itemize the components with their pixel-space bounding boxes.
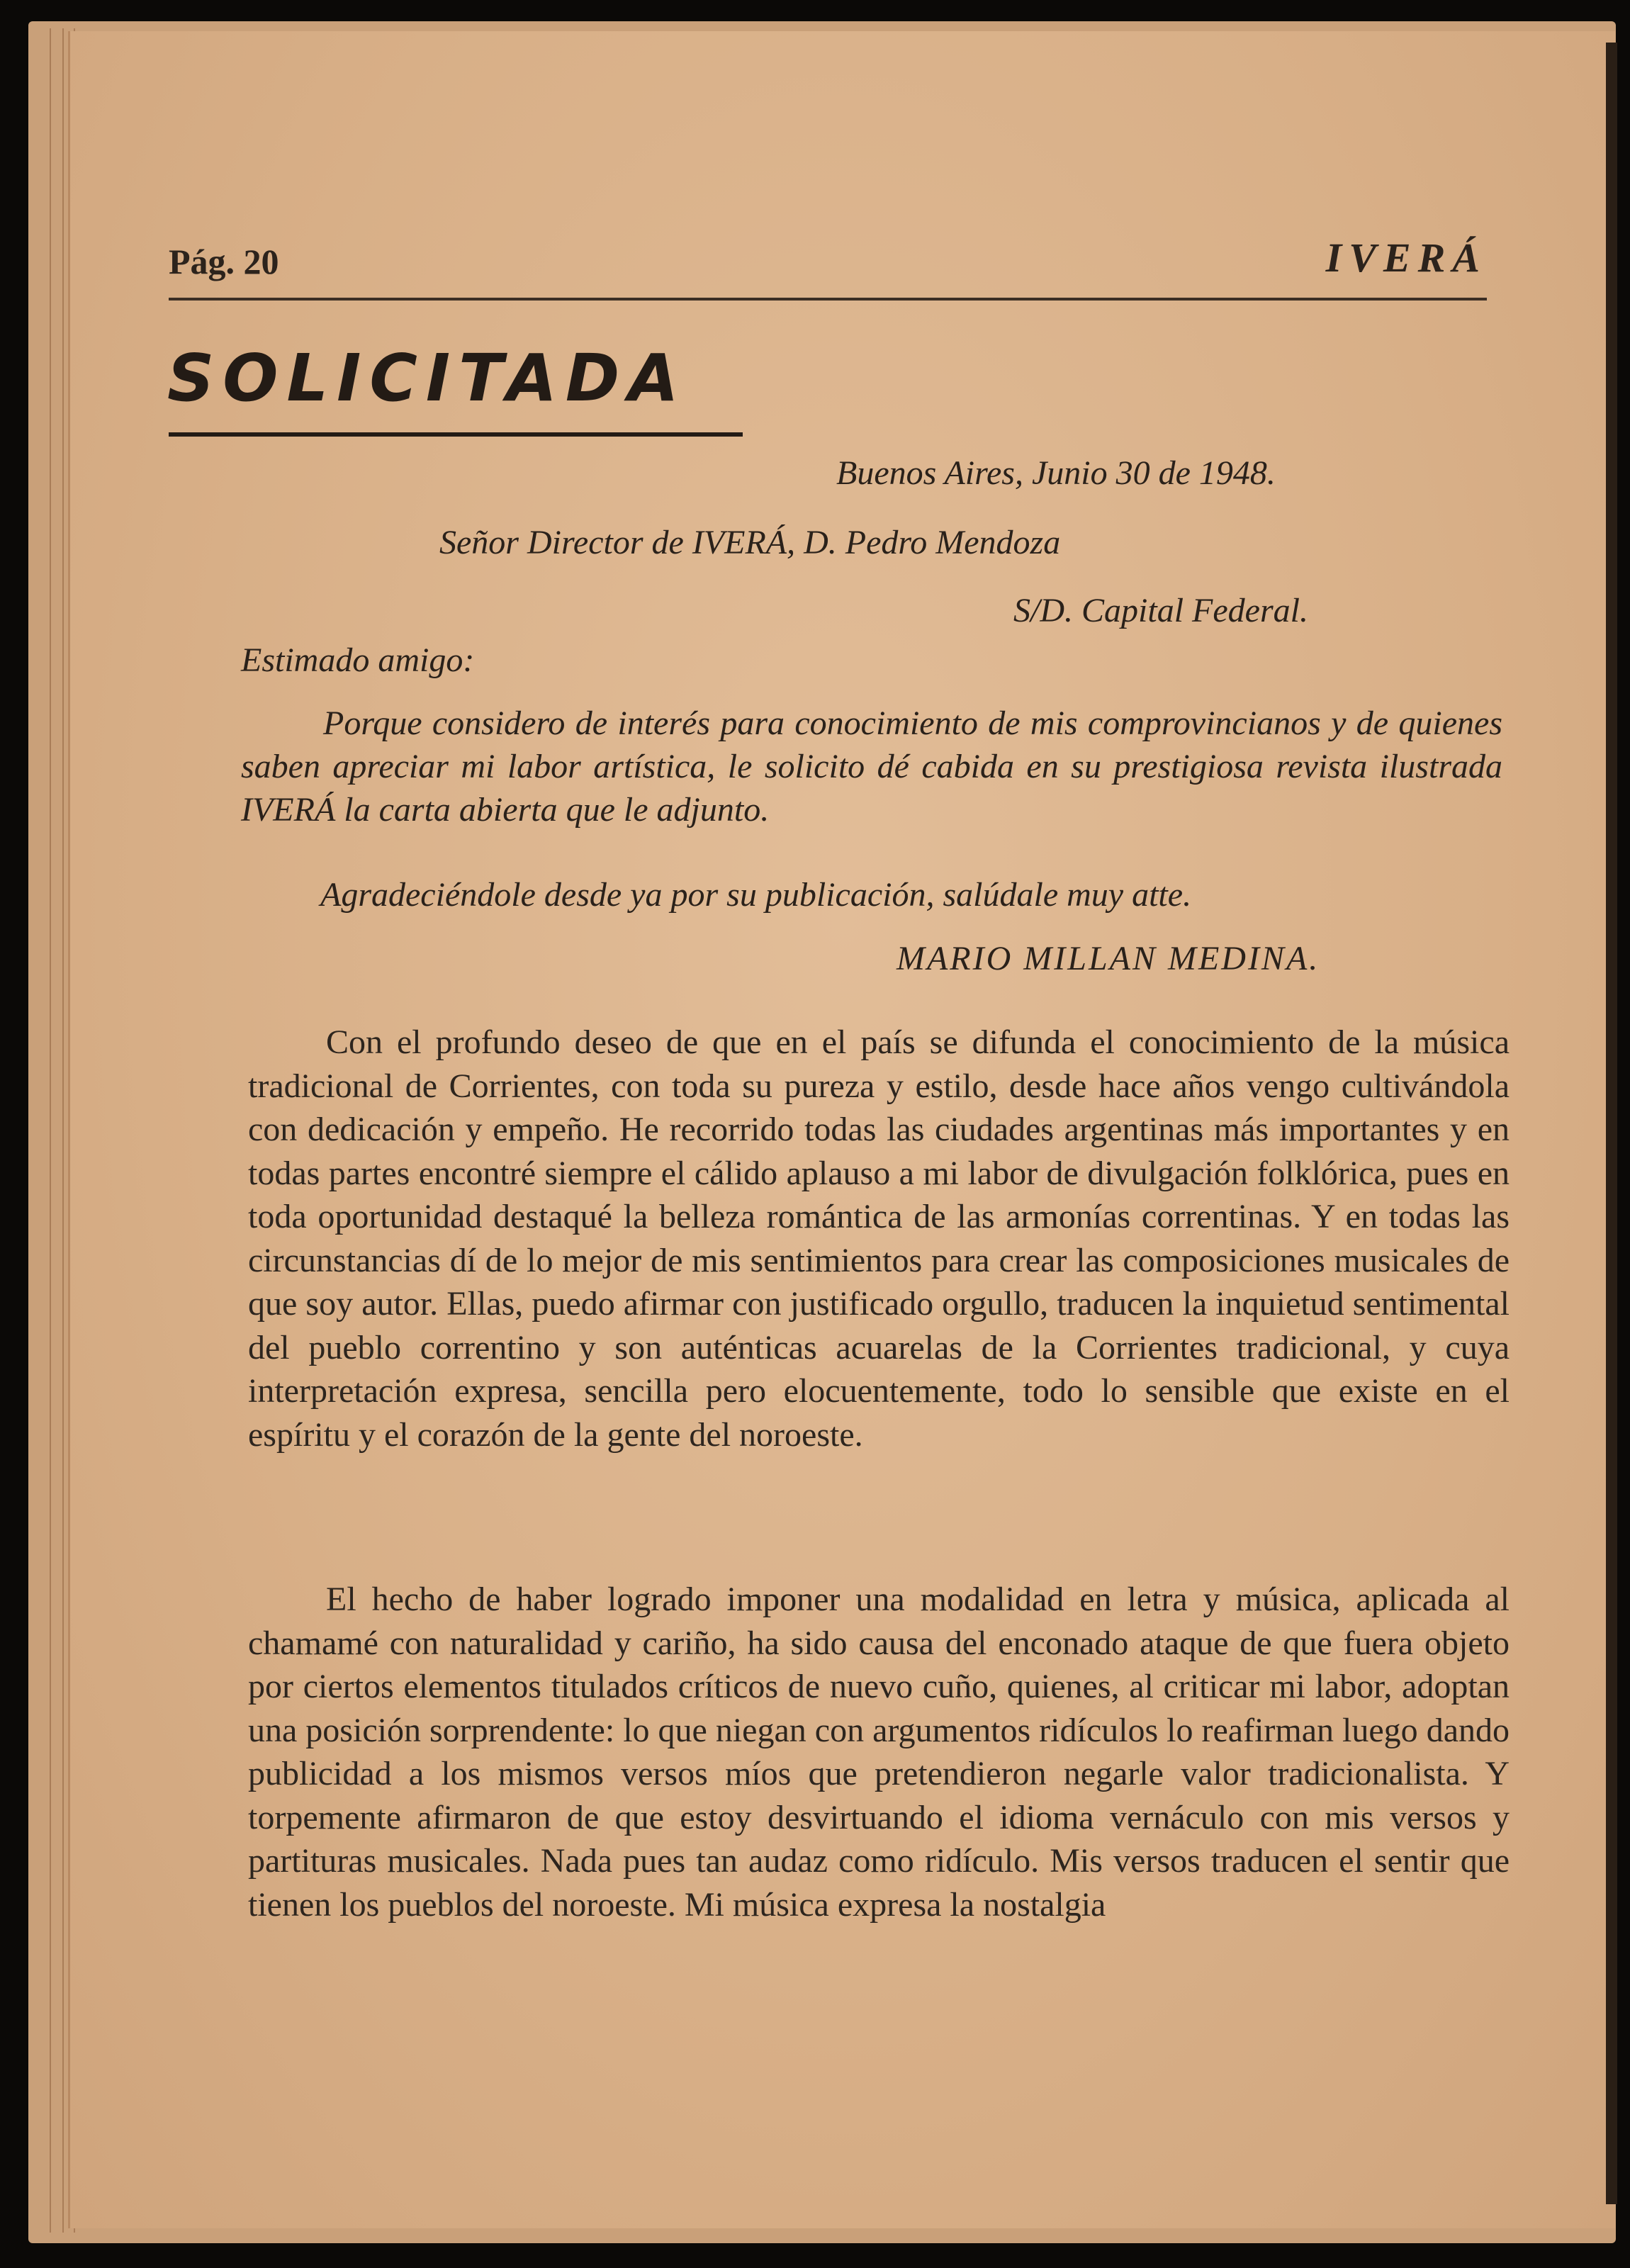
page-header (169, 234, 1487, 291)
magazine-name: IVERÁ (1325, 235, 1487, 281)
page-edge (50, 28, 51, 2233)
page-binding (1606, 43, 1617, 2204)
letter-signature: MARIO MILLAN MEDINA. (896, 940, 1320, 977)
header-rule (169, 298, 1487, 301)
letter-address: S/D. Capital Federal. (1013, 592, 1308, 629)
article-title: SOLICITADA (167, 340, 687, 416)
letter-greeting: Estimado amigo: (241, 641, 475, 679)
body-paragraph: El hecho de haber logrado imponer una modalidad en letra y música, aplicada al chamamé con naturalidad y cariño, ha sido causa del enconado ataque de que fuera objeto por ciertos elementos titulados críticos de nuevo cuño, quienes, al criticar mi labor, adoptan una posición sorprendente: lo que niegan con argumentos ridículos lo reafirman luego dando publicidad a los mismos versos míos que pretendieron negarle valor tradicionalista. Y torpemente afirmaron de que estoy desvirtuando el idioma vernáculo con mis versos y partituras musicales. Nada pues tan audaz como ridículo. Mis versos traducen el sentir que tienen los pueblos del noroeste. Mi música expresa la nostalgia (248, 1581, 1510, 1924)
letter-date: Buenos Aires, Junio 30 de 1948. (836, 454, 1276, 492)
letter-thanks: Agradeciéndole desde ya por su publicación, salúdale muy atte. (320, 876, 1192, 914)
body-paragraph: Con el profundo deseo de que en el país se difunda el conocimiento de la música tradicional de Corrientes, con toda su pureza y estilo, desde hace años vengo cultivándola con dedicación y empeño. He recorrido todas las ciudades argentinas más importantes y en todas partes encontré siempre el cálido aplauso a mi labor de divulgación folklórica, pues en toda oportunidad destaqué la belleza romántica de las armonías correntinas. Y en todas las circunstancias dí de lo mejor de mis sentimientos para crear las composiciones musicales de que soy autor. Ellas, puedo afirmar con justificado orgullo, traducen la inquietud sentimental del pueblo correntino y son auténticas acuarelas de la Corrientes tradicional, y cuya interpretación expresa, sencilla pero elocuentemente, todo lo sensible que existe en el espíritu y el corazón de la gente del noroeste. (248, 1023, 1510, 1454)
title-underline (169, 432, 743, 437)
letter-intro: Porque considero de interés para conocimiento de mis comprovincianos y de quienes saben apreciar mi labor artística, le solicito dé cabida en su prestigiosa revista ilustrada IVERÁ la carta abierta que le adjunto. (241, 704, 1502, 829)
page-number: Pág. 20 (169, 242, 279, 281)
letter-addressee: Señor Director de IVERÁ, D. Pedro Mendoza (439, 524, 1061, 561)
page-edge (62, 28, 64, 2233)
